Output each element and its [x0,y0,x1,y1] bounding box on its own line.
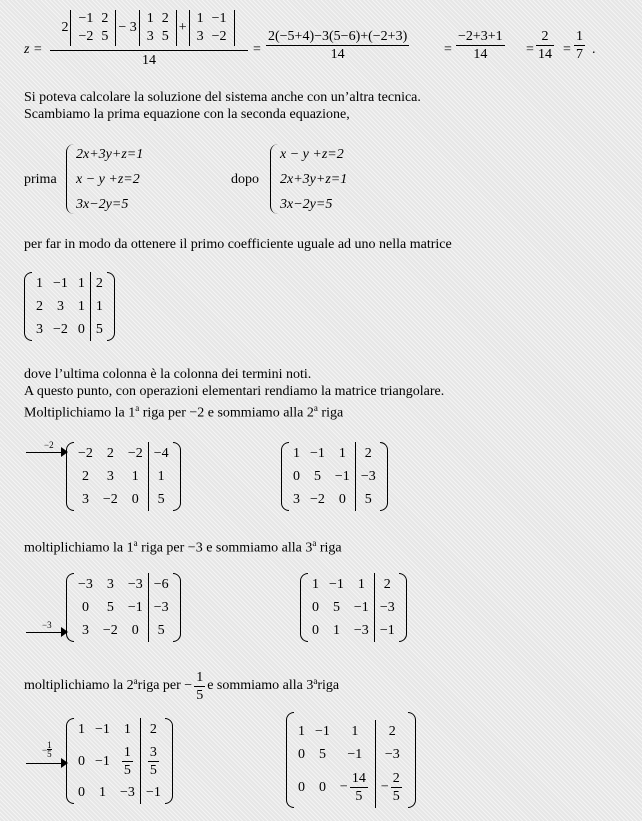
det-cell: 1 [196,11,204,26]
expanded-denominator: 14 [330,47,345,62]
z-label: z = [24,42,43,57]
frac-denominator: 5 [47,749,52,759]
cell: −1 [310,446,325,461]
equals-sign: = [444,42,452,57]
cell: −1 [95,753,110,769]
cell: 2 [90,272,108,295]
cell: 5 [332,600,340,615]
cell: 3 [293,492,300,507]
frac-numerator: 1 [196,669,204,685]
cell: 1 [351,724,359,739]
cell: 1 [90,295,108,318]
frac-numerator: 14 [351,770,366,786]
superscript: a [313,403,318,413]
equation: x − y +z=2 [76,172,140,187]
reduced-fraction [536,28,554,63]
simplified-denominator: 14 [473,47,488,62]
cell: 0 [312,600,319,615]
superscript: a [312,538,317,548]
frac-denominator: 5 [149,762,157,778]
cell: 5 [148,619,173,642]
right-paren [165,718,173,804]
cell: −3 [119,785,135,800]
det-2 [139,10,177,46]
cell: −1 [127,600,143,615]
superscript: a [313,676,318,686]
coeff-minus3: − 3 [118,20,137,35]
cell: 1 [312,577,319,592]
frac-denominator: 5 [355,788,363,804]
prima-label: prima [24,172,57,187]
prima-system [76,142,143,217]
text: moltiplichiamo la 1 [24,540,134,556]
cell: −1 [53,276,68,291]
cell: 3 [106,469,114,484]
frac-numerator: 1 [47,740,52,750]
det-cell: 2 [101,11,109,26]
final-numerator: 1 [576,29,583,44]
dopo-brace [270,144,278,214]
final-denominator: 7 [576,47,583,62]
paragraph-2: Scambiamo la prima equazione con la seconda equazione, [24,107,350,122]
right-paren [173,573,181,642]
text: riga per −3 e sommiamo alla 3 [137,540,313,556]
cell: 0 [293,469,300,484]
text: riga per − [137,678,193,693]
det-cell: −2 [78,29,94,44]
frac-denominator: 5 [196,687,204,703]
cell: 5 [313,469,321,484]
cell: 1 [98,785,106,800]
cell: −3 [355,465,380,488]
right-paren [173,442,181,511]
cell: −2 [127,446,143,461]
text: riga per −2 e sommiamo alla 2 [139,405,314,421]
frac-numerator: 1 [123,744,131,760]
cell: 0 [298,779,305,795]
left-paren [66,718,74,804]
plus-sign: + [178,20,187,35]
det-cell: 5 [161,29,169,44]
equation: x − y +z=2 [280,147,344,162]
dopo-system [280,142,347,217]
cell: 3 [36,322,43,337]
equals-sign: = [253,42,261,57]
arrow-label [42,741,52,758]
cell: 0 [78,753,85,769]
frac-denominator: 5 [392,788,400,804]
step3-left-matrix [66,718,173,804]
cell: 0 [131,492,139,507]
expanded-fraction [266,28,409,63]
cell: 1 [77,299,85,314]
simplified-fraction [456,28,505,63]
det-cell: 5 [101,29,109,44]
equals-sign: = [526,42,534,57]
cell [375,766,408,808]
right-paren [107,272,115,341]
cell: 1 [338,446,346,461]
cell: −1 [334,469,350,484]
det-cell: −2 [211,29,227,44]
arrow-icon [26,758,68,768]
fraction-denominator: 14 [142,53,156,68]
minus: − [380,779,389,795]
det-1 [70,10,116,46]
cell: −3 [127,577,143,592]
det-cell: 1 [146,11,154,26]
coeff-2: 2 [61,20,69,35]
step2-left-matrix [66,573,181,642]
cell: −1 [140,781,166,804]
cell: −3 [148,596,173,619]
cell: 1 [293,446,300,461]
cell: 3 [81,492,89,507]
right-paren [408,712,416,808]
cell: 1 [357,577,365,592]
text: moltiplichiamo la 2 [24,678,134,693]
equation: 2x+3y+z=1 [280,172,348,187]
frac-denominator: 5 [123,762,131,778]
cell: −1 [353,600,369,615]
arrow-label: −2 [44,440,54,450]
text: riga [317,405,344,421]
cell: 0 [298,747,305,762]
cell: 0 [338,492,346,507]
dopo-label: dopo [231,172,259,187]
cell: 2 [355,442,380,465]
cell: −4 [148,442,173,465]
arrow-label: −3 [42,620,52,630]
cell: 1 [77,276,85,291]
cell: −3 [78,577,93,592]
cell: 2 [106,446,114,461]
frac-numerator: 2 [392,770,400,786]
equation: 2x+3y+z=1 [76,147,144,162]
text: riga [316,540,342,556]
cell: −1 [347,747,363,762]
equals-sign: = [563,42,571,57]
cell: 1 [123,722,131,737]
text: e sommiamo alla 3 [207,678,314,693]
text: riga [317,678,340,693]
cell: 1 [298,724,305,739]
cell: −2 [310,492,325,507]
cell: 0 [78,785,85,800]
equation: 3x−2y=5 [76,197,129,212]
prima-brace [66,144,74,214]
cell: 2 [374,573,399,596]
cell: 2 [81,469,89,484]
cell: −1 [374,619,399,642]
det-cell: −1 [78,11,94,26]
period: . [592,42,596,57]
cell [335,766,375,808]
left-paren [286,712,294,808]
step2-text [24,538,342,557]
reduced-denominator: 14 [538,47,552,62]
cell: −3 [375,743,408,766]
paragraph-5: A questo punto, con operazioni elementari rendiamo la matrice triangolare. [24,384,445,399]
cell: 0 [77,322,85,337]
cell: −2 [102,492,118,507]
left-paren [66,442,74,511]
cell: 3 [81,623,89,638]
augmented-matrix [24,272,115,341]
reduced-numerator: 2 [536,28,554,46]
left-paren [24,272,32,341]
step1-left-matrix [66,442,181,511]
paragraph-4: dove l’ultima colonna è la colonna dei termini noti. [24,367,312,382]
right-paren [399,573,407,642]
cell: 1 [332,623,340,638]
superscript: a [133,538,138,548]
det-3 [189,10,235,46]
minus: − [339,779,348,795]
simplified-numerator: −2+3+1 [458,29,503,44]
cell: 1 [131,469,139,484]
paragraph-3: per far in modo da ottenere il primo coefficiente uguale ad uno nella matrice [24,237,452,252]
cell [115,741,141,781]
cell: −3 [353,623,369,638]
text: Moltiplichiamo la 1 [24,405,136,421]
cell: −1 [329,577,344,592]
cell: 0 [312,623,319,638]
step2-right-matrix [300,573,407,642]
cell: 1 [78,722,85,737]
det-cell: 2 [161,11,169,26]
step3-text [24,666,339,706]
right-paren [380,442,388,511]
cell: −2 [78,446,93,461]
step1-right-matrix [281,442,388,511]
det-cell: −1 [211,11,227,26]
cell: 3 [56,299,64,314]
cell: 3 [106,577,114,592]
frac-numerator: 3 [149,744,157,760]
cell: 0 [81,600,89,615]
cell: −2 [53,322,68,337]
cell: −1 [95,722,110,737]
cell: 5 [90,318,108,341]
det-cell: 3 [196,29,204,44]
cell: 2 [140,718,166,741]
superscript: a [135,403,140,413]
det-cell: 3 [146,29,154,44]
superscript: a [133,676,138,686]
equation: 3x−2y=5 [280,197,333,212]
step3-right-matrix [286,712,416,808]
determinant-fraction [50,6,248,71]
cell: 0 [318,779,326,795]
cell: −3 [374,596,399,619]
left-paren [66,573,74,642]
step1-text [24,403,343,422]
cell: 5 [148,488,173,511]
cell: 1 [148,465,173,488]
cell: 1 [36,276,43,291]
cell: 5 [355,488,380,511]
fraction [194,669,205,704]
final-fraction [574,28,585,63]
cell: 2 [36,299,43,314]
expanded-numerator: 2(−5+4)−3(5−6)+(−2+3) [268,29,408,44]
cell: −2 [102,623,118,638]
cell: −1 [315,724,330,739]
left-paren [281,442,289,511]
minus: − [42,744,48,755]
cell: 5 [318,747,326,762]
cell: 0 [131,623,139,638]
cell: 2 [375,720,408,743]
cell: 5 [106,600,114,615]
left-paren [300,573,308,642]
paragraph-1: Si poteva calcolare la soluzione del sistema anche con un’altra tecnica. [24,90,421,105]
cell: −6 [148,573,173,596]
cell [140,741,166,781]
